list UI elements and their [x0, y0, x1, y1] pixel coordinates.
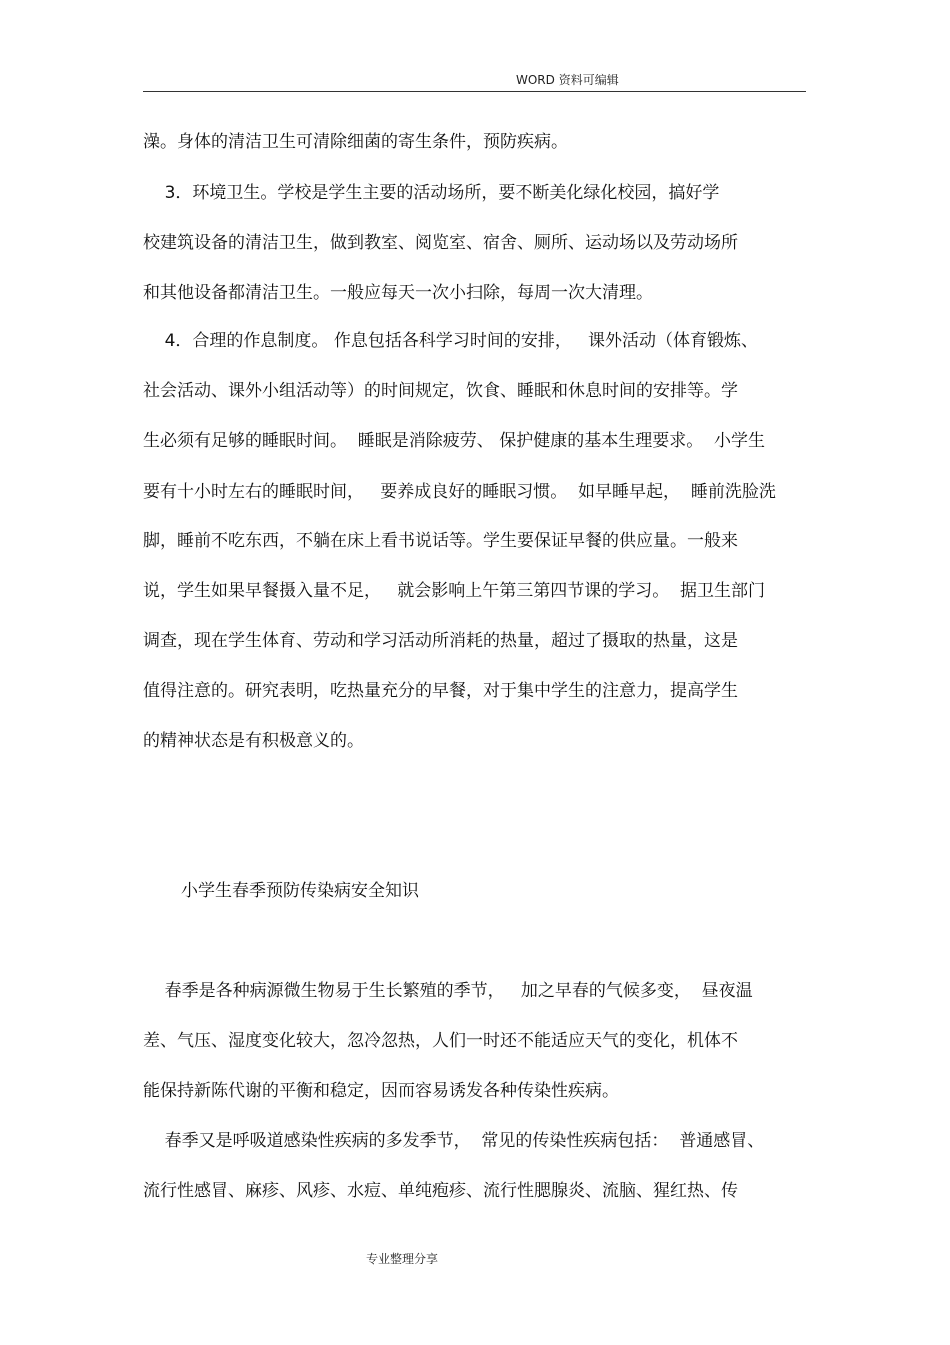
- body-line: 脚，睡前不吃东西，不躺在床上看书说话等。学生要保证早餐的供应量。一般来: [143, 531, 738, 551]
- page-header-text: WORD 资料可编辑: [516, 73, 619, 87]
- body-line: 社会活动、课外小组活动等）的时间规定，饮食、睡眠和休息时间的安排等。学: [143, 381, 738, 401]
- body-line: 的精神状态是有积极意义的。: [143, 731, 364, 751]
- section-title: 小学生春季预防传染病安全知识: [181, 881, 419, 901]
- body-line: 调查，现在学生体育、劳动和学习活动所消耗的热量，超过了摄取的热量，这是: [143, 631, 738, 651]
- body-line: 流行性感冒、麻疹、风疹、水痘、单纯疱疹、流行性腮腺炎、流脑、猩红热、传: [143, 1181, 738, 1201]
- body-line: 值得注意的。研究表明，吃热量充分的早餐，对于集中学生的注意力，提高学生: [143, 681, 738, 701]
- body-line: 差、气压、湿度变化较大，忽冷忽热，人们一时还不能适应天气的变化，机体不: [143, 1031, 738, 1051]
- header-divider: [143, 91, 806, 92]
- body-line: 和其他设备都清洁卫生。一般应每天一次小扫除，每周一次大清理。: [143, 283, 653, 303]
- body-line: 3．环境卫生。学校是学生主要的活动场所，要不断美化绿化校园，搞好学: [143, 183, 720, 203]
- body-line: 能保持新陈代谢的平衡和稳定，因而容易诱发各种传染性疾病。: [143, 1081, 619, 1101]
- page-footer-text: 专业整理分享: [366, 1252, 439, 1266]
- body-line: 澡。身体的清洁卫生可清除细菌的寄生条件，预防疾病。: [143, 132, 568, 152]
- body-line: 校建筑设备的清洁卫生，做到教室、阅览室、宿舍、厕所、运动场以及劳动场所: [143, 233, 738, 253]
- body-line: 生必须有足够的睡眠时间。 睡眠是消除疲劳、 保护健康的基本生理要求。 小学生: [143, 431, 766, 451]
- body-line: 春季又是呼吸道感染性疾病的多发季节， 常见的传染性疾病包括： 普通感冒、: [143, 1131, 765, 1151]
- body-line: 春季是各种病源微生物易于生长繁殖的季节， 加之早春的气候多变， 昼夜温: [143, 981, 753, 1001]
- body-line: 要有十小时左右的睡眠时间， 要养成良好的睡眠习惯。 如早睡早起， 睡前洗脸洗: [143, 482, 776, 502]
- body-line: 4．合理的作息制度。 作息包括各科学习时间的安排， 课外活动（体育锻炼、: [143, 331, 759, 351]
- body-line: 说，学生如果早餐摄入量不足， 就会影响上午第三第四节课的学习。 据卫生部门: [143, 581, 766, 601]
